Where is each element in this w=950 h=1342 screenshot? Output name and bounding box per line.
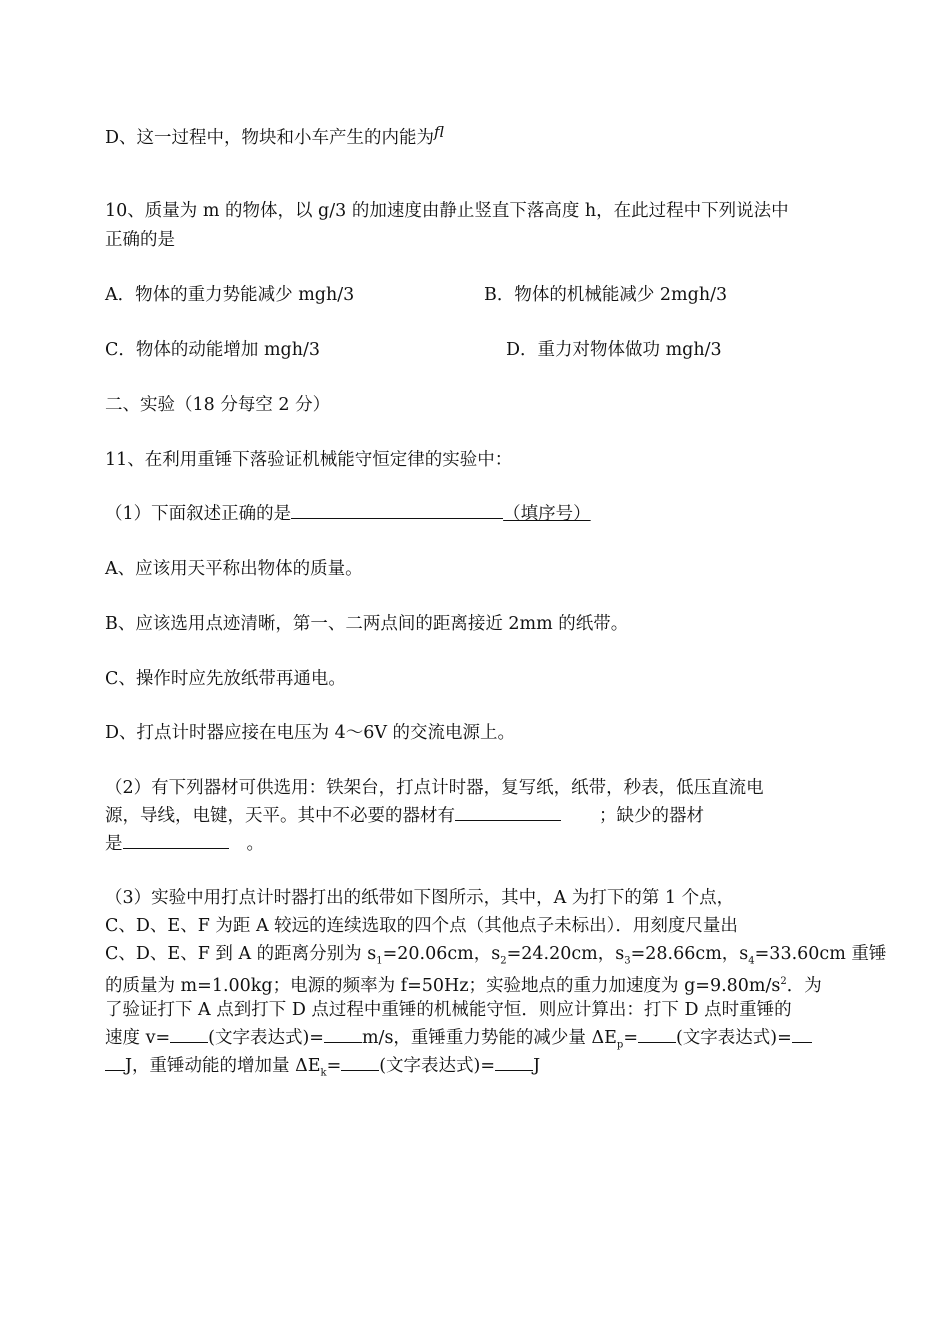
q11-unnecessary-equipment-blank[interactable] bbox=[455, 802, 561, 821]
q10-stem-line2: 正确的是 bbox=[105, 230, 175, 250]
k-subscript: k bbox=[320, 1067, 327, 1079]
q11-part2-line3-text: 是 bbox=[105, 834, 123, 854]
joule-unit: J bbox=[533, 1056, 541, 1076]
q11-option-c: C、操作时应先放纸带再通电。 bbox=[105, 669, 346, 689]
q11-part3-line4-a: 的质量为 m=1.00kg；电源的频率为 f=50Hz；实验地点的重力加速度为 g=9.80m/s bbox=[105, 975, 781, 996]
q11-part3-line3-d: =28.66cm，s bbox=[630, 944, 749, 964]
q11-option-a: A、应该用天平称出物体的质量。 bbox=[105, 559, 363, 579]
q10-stem-line1: 10、质量为 m 的物体，以 g/3 的加速度由静止竖直下落高度 h，在此过程中下列说法中 bbox=[105, 201, 789, 221]
q11-part1 bbox=[105, 500, 591, 528]
q9-option-d-text: D、这一过程中，物块和小车产生的内能为 bbox=[105, 128, 435, 148]
q11-option-b: B、应该选用点迹清晰，第一、二两点间的距离接近 2mm 的纸带。 bbox=[105, 614, 629, 634]
potential-energy-expression-blank[interactable] bbox=[638, 1024, 676, 1043]
q10-option-c: C．物体的动能增加 mgh/3 bbox=[105, 340, 321, 360]
q11-part2-line1: （2）有下列器材可供选用：铁架台，打点计时器，复写纸，纸带，秒表，低压直流电 bbox=[105, 778, 764, 798]
equals-sign: = bbox=[623, 1028, 638, 1048]
q11-stem: 11、在利用重锤下落验证机械能守恒定律的实验中： bbox=[105, 450, 513, 470]
kinetic-energy-expression-blank[interactable] bbox=[341, 1052, 379, 1071]
q11-part3-line3-c: =24.20cm，s bbox=[506, 944, 625, 964]
q11-part3-line3-b: =20.06cm，s bbox=[382, 944, 501, 964]
s1-subscript: 1 bbox=[376, 955, 383, 967]
s2-subscript: 2 bbox=[500, 955, 507, 967]
q11-part2-line3 bbox=[105, 830, 264, 858]
q10-option-a: A．物体的重力势能减少 mgh/3 bbox=[105, 285, 355, 305]
q11-part1-prefix: （1）下面叙述正确的是 bbox=[105, 504, 292, 524]
s3-subscript: 3 bbox=[624, 955, 631, 967]
q11-part3-line4-b: ．为 bbox=[786, 975, 822, 996]
kinetic-energy-value-blank[interactable] bbox=[495, 1052, 533, 1071]
kinetic-energy-label: J，重锤动能的增加量 ΔE bbox=[125, 1056, 321, 1076]
s4-subscript: 4 bbox=[748, 955, 755, 967]
q10-option-d: D．重力对物体做功 mgh/3 bbox=[506, 340, 722, 360]
q11-part1-suffix: （填序号） bbox=[503, 504, 591, 524]
q11-part2-line2 bbox=[105, 802, 704, 830]
q11-part3-line3-a: C、D、E、F 到 A 的距离分别为 s bbox=[105, 944, 377, 964]
q11-missing-equipment-blank[interactable] bbox=[123, 830, 229, 849]
q11-part3-line5: 了验证打下 A 点到打下 D 点过程中重锤的机械能守恒．则应计算出：打下 D 点时重锤的 bbox=[105, 1000, 792, 1020]
q10-option-b: B．物体的机械能减少 2mgh/3 bbox=[484, 285, 728, 305]
potential-energy-value-blank-start[interactable] bbox=[792, 1024, 812, 1043]
q9-option-d bbox=[105, 118, 444, 152]
section2-title: 二、实验（18 分每空 2 分） bbox=[105, 395, 331, 415]
q11-part2-line2-text: 源，导线，电键，天平。其中不必要的器材有 bbox=[105, 806, 455, 826]
q11-part3-line1: （3）实验中用打点计时器打出的纸带如下图所示，其中，A 为打下的第 1 个点， bbox=[105, 888, 735, 908]
q11-part3-line7 bbox=[105, 1052, 540, 1088]
squared-superscript: 2 bbox=[780, 976, 787, 987]
q11-option-d: D、打点计时器应接在电压为 4～6V 的交流电源上。 bbox=[105, 723, 516, 743]
q11-part2-missing-label: ；缺少的器材 bbox=[599, 806, 704, 826]
velocity-value-blank[interactable] bbox=[324, 1024, 362, 1043]
q11-part3-line3-e: =33.60cm 重锤 bbox=[754, 944, 887, 964]
velocity-expression-blank[interactable] bbox=[170, 1024, 208, 1043]
p-subscript: p bbox=[616, 1039, 624, 1051]
potential-energy-value-blank-end[interactable] bbox=[105, 1052, 125, 1071]
kinetic-energy-expression-label: (文字表达式)= bbox=[379, 1056, 496, 1076]
q11-part2-period: 。 bbox=[246, 834, 264, 854]
q9-option-d-formula: fl bbox=[434, 123, 445, 141]
q11-part3-line2: C、D、E、F 为距 A 较远的连续选取的四个点（其他点子未标出）．用刻度尺量出 bbox=[105, 916, 738, 936]
potential-energy-expression-label: (文字表达式)= bbox=[675, 1028, 792, 1048]
velocity-expression-label: (文字表达式)= bbox=[208, 1028, 324, 1048]
equals-sign-k: = bbox=[326, 1056, 342, 1076]
q11-part1-answer-blank[interactable] bbox=[291, 500, 503, 519]
potential-energy-label: m/s，重锤重力势能的减少量 ΔE bbox=[361, 1028, 617, 1048]
velocity-label: 速度 v= bbox=[105, 1028, 171, 1048]
